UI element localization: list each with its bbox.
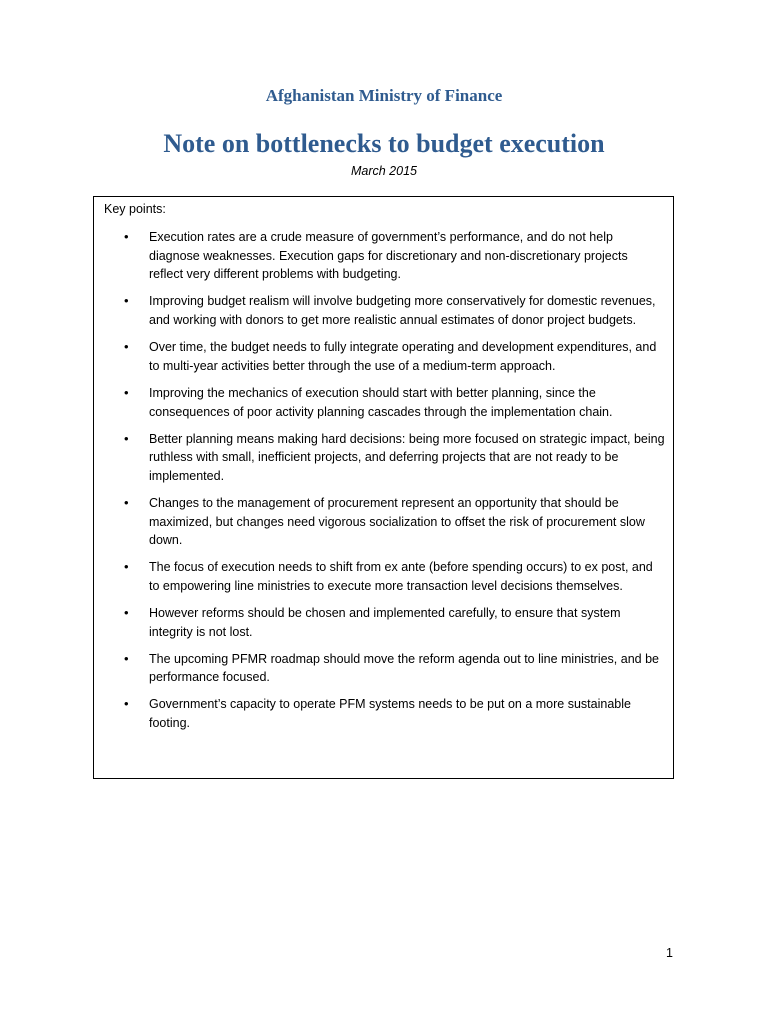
document-date: March 2015 <box>350 164 417 178</box>
key-point-item <box>94 695 673 732</box>
key-point-text: The focus of execution needs to shift from ex ante (before spending occurs) to ex post, and to empowering line ministries to execute more transaction level decisions themselves. <box>149 560 653 594</box>
key-point-text: The upcoming PFMR roadmap should move the reform agenda out to line ministries, and be performance focused. <box>149 651 659 685</box>
key-point-item <box>94 228 673 284</box>
key-point-text: Better planning means making hard decisions: being more focused on strategic impact, being ruthless with small, inefficient projects, and deferring projects that are not ready to be implemented. <box>149 431 665 483</box>
key-point-text: Government’s capacity to operate PFM systems needs to be put on a more sustainable footing. <box>149 697 631 731</box>
key-points-label: Key points: <box>104 202 166 216</box>
bullet-icon: • <box>124 293 129 309</box>
key-point-text: Execution rates are a crude measure of government’s performance, and do not help diagnose weaknesses. Execution gaps for discretionary and non-discretionary projects reflect very different problems with budgeting. <box>149 230 628 282</box>
bullet-icon: • <box>124 650 129 666</box>
page-number: 1 <box>666 946 673 960</box>
key-point-item <box>94 338 673 375</box>
key-point-item <box>94 650 673 687</box>
key-point-text: Improving budget realism will involve budgeting more conservatively for domestic revenues, and working with donors to get more realistic annual estimates of donor project budgets. <box>149 294 656 328</box>
key-point-item <box>94 292 673 329</box>
bullet-icon: • <box>124 494 129 510</box>
bullet-icon: • <box>124 696 129 712</box>
bullet-icon: • <box>124 229 129 244</box>
key-point-item <box>94 430 673 486</box>
key-point-item <box>94 384 673 421</box>
key-point-text: Over time, the budget needs to fully integrate operating and development expenditures, and to multi-year activities better through the use of a medium-term approach. <box>149 340 657 373</box>
bullet-icon: • <box>124 339 129 355</box>
key-points-list <box>94 228 673 741</box>
bullet-icon: • <box>124 559 129 575</box>
document-title: Note on bottlenecks to budget execution <box>163 129 605 158</box>
key-point-item <box>94 604 673 641</box>
bullet-icon: • <box>124 430 129 446</box>
key-point-item <box>94 558 673 595</box>
bullet-icon: • <box>124 605 129 621</box>
bullet-icon: • <box>124 384 129 400</box>
organization-heading: Afghanistan Ministry of Finance <box>265 86 503 105</box>
key-point-text: However reforms should be chosen and implemented carefully, to ensure that system integrity is not lost. <box>149 606 621 639</box>
key-point-text: Changes to the management of procurement represent an opportunity that should be maximized, but changes need vigorous socialization to offset the risk of procurement slow down. <box>149 495 645 548</box>
key-points-box <box>93 196 674 779</box>
key-point-text: Improving the mechanics of execution should start with better planning, since the consequences of poor activity planning cascades through the implementation chain. <box>149 385 613 419</box>
key-point-item <box>94 494 673 550</box>
